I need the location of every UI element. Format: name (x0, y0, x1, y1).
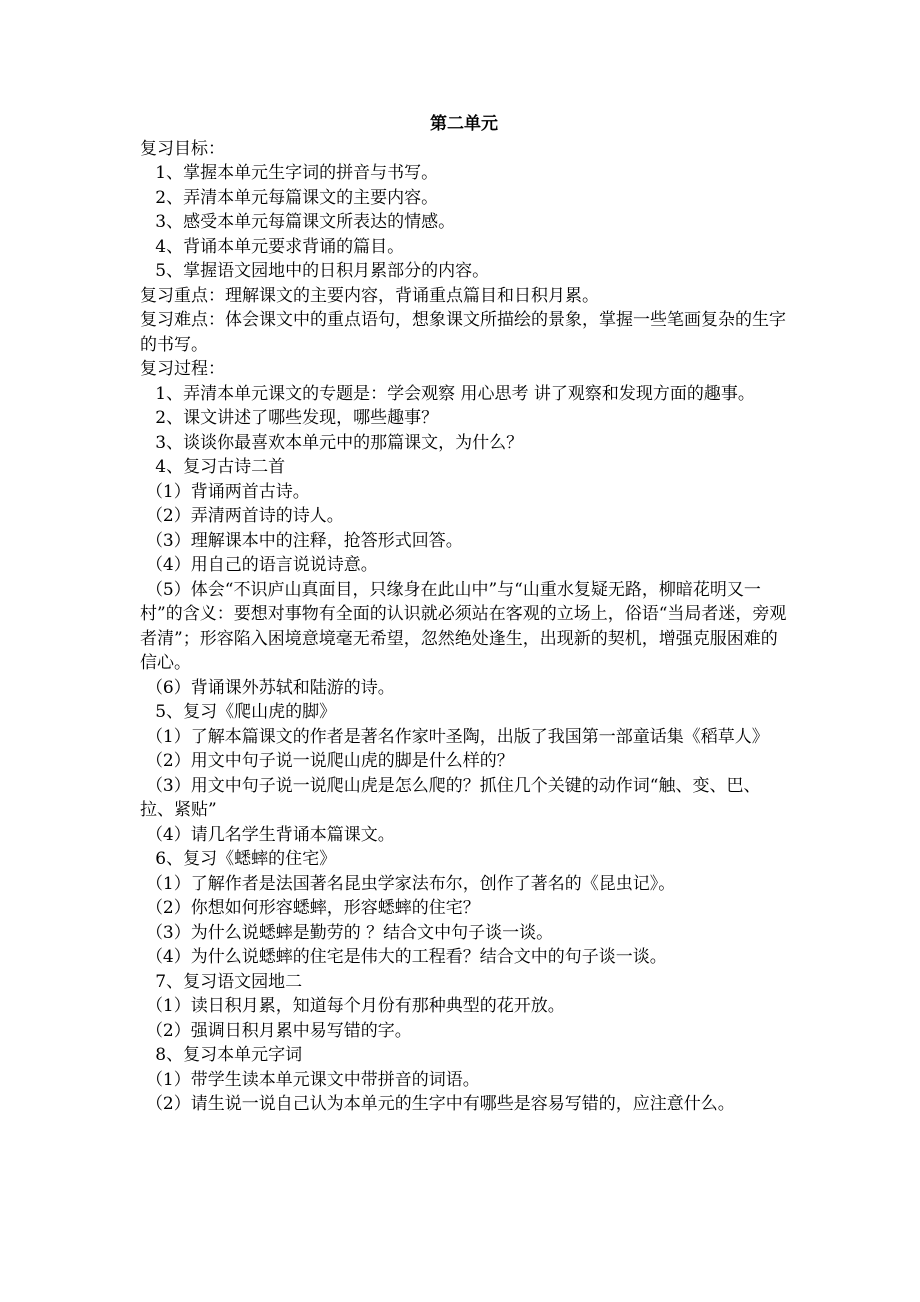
document-paragraph: 3、谈谈你最喜欢本单元中的那篇课文，为什么？ (155, 432, 524, 453)
document-paragraph: 3、感受本单元每篇课文所表达的情感。 (155, 212, 456, 232)
document-paragraph: （1）带学生读本单元课文中带拼音的词语。 (145, 1069, 480, 1090)
document-paragraph: 复习难点：体会课文中的重点语句，想象课文所描绘的景象，掌握一些笔画复杂的生字的书写。 (140, 310, 786, 355)
document-paragraph: 5、复习《爬山虎的脚》 (155, 702, 337, 722)
document-paragraph: （1）了解本篇课文的作者是著名作家叶圣陶，出版了我国第一部童话集《稻草人》 (145, 726, 769, 747)
document-paragraph: （2）强调日积月累中易写错的字。 (145, 1020, 412, 1041)
document-paragraph: 4、背诵本单元要求背诵的篇目。 (155, 236, 405, 257)
document-paragraph: 复习重点：理解课文的主要内容，背诵重点篇目和日积月累。 (140, 285, 599, 306)
document-paragraph: （4）请几名学生背诵本篇课文。 (145, 824, 395, 845)
document-paragraph: （2）用文中句子说一说爬山虎的脚是什么样的？ (145, 751, 514, 771)
document-paragraph: 2、弄清本单元每篇课文的主要内容。 (155, 187, 439, 208)
document-paragraph: （3）为什么说蟋蟀是勤劳的 ？结合文中句子谈一谈。 (145, 922, 554, 943)
document-paragraph: 复习目标： (140, 138, 225, 159)
document-title: 第二单元 (430, 114, 498, 134)
document-paragraph: 2、课文讲述了哪些发现，哪些趣事？ (155, 408, 439, 428)
document-paragraph: （3）理解课本中的注释，抢答形式回答。 (145, 530, 463, 551)
document-paragraph: 6、复习《蟋蟀的住宅》 (155, 849, 337, 869)
document-paragraph: 7、复习语文园地二 (155, 971, 303, 992)
document-paragraph: 8、复习本单元字词 (155, 1045, 303, 1065)
document-paragraph: （1）读日积月累，知道每个月份有那种典型的花开放。 (145, 996, 565, 1016)
document-body (140, 137, 788, 1117)
document-paragraph: 4、复习古诗二首 (155, 457, 286, 477)
document-paragraph: （2）弄清两首诗的诗人。 (145, 506, 344, 526)
document-paragraph: 复习过程： (140, 359, 225, 379)
document-paragraph: （1）了解作者是法国著名昆虫学家法布尔，创作了著名的《昆虫记》。 (145, 873, 676, 894)
document-paragraph: （2）请生说一说自己认为本单元的生字中有哪些是容易写错的，应注意什么。 (145, 1094, 735, 1114)
document-paragraph: 1、掌握本单元生字词的拼音与书写。 (155, 163, 439, 183)
document-paragraph: （4）为什么说蟋蟀的住宅是伟大的工程看？结合文中的句子谈一谈。 (145, 947, 667, 967)
document-paragraph: （4）用自己的语言说说诗意。 (145, 555, 378, 575)
document-paragraph: （1）背诵两首古诗。 (145, 481, 310, 502)
document-paragraph: （3）用文中句子说一说爬山虎是怎么爬的？抓住几个关键的动作词“触、变、巴、拉、紧贴” (140, 775, 761, 820)
document-paragraph: （2）你想如何形容蟋蟀，形容蟋蟀的住宅？ (145, 898, 480, 918)
document-paragraph: 1、弄清本单元课文的专题是：学会观察 用心思考 讲了观察和发现方面的趣事。 (155, 383, 755, 404)
document-paragraph: 5、掌握语文园地中的日积月累部分的内容。 (155, 261, 490, 281)
document-paragraph: （6）背诵课外苏轼和陆游的诗。 (145, 677, 395, 698)
document-page (140, 112, 788, 1117)
document-paragraph: （5）体会“不识庐山真面目，只缘身在此山中”与“山重水复疑无路，柳暗花明又一村”的含义：要想对事物有全面的认识就必须站在客观的立场上，俗语“当局者迷，旁观者清”；形容陷入困境意境毫无希望，忽然绝处逢生，出现新的契机，增强克服困难的信心。 (140, 579, 787, 673)
